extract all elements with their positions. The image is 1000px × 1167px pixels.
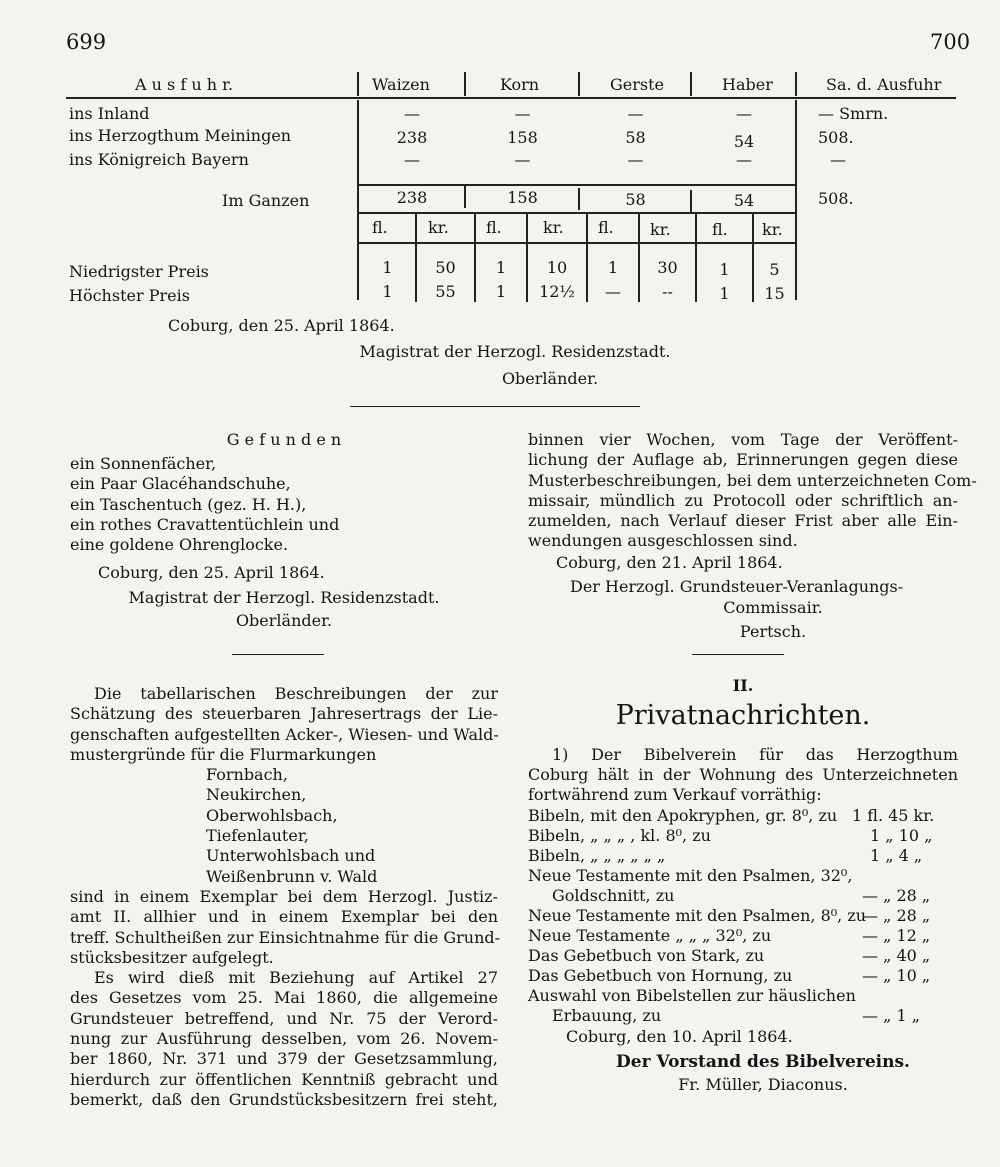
- cell: —: [514, 104, 531, 123]
- place-name: Oberwohlsbach,: [206, 805, 338, 825]
- header-waizen: Waizen: [372, 75, 430, 94]
- price-value: — „ 28 „: [862, 886, 931, 905]
- cell: 54: [733, 191, 755, 210]
- page-number-right: 700: [930, 30, 971, 54]
- tabellen-authority: Der Herzogl. Grundsteuer-Veranlagungs-: [570, 577, 904, 596]
- place-name: Weißenbrunn v. Wald: [206, 866, 378, 886]
- place-name: Neukirchen,: [206, 785, 307, 805]
- cell: 238: [396, 188, 428, 207]
- price-item: Das Gebetbuch von Stark, zu: [528, 946, 765, 965]
- privat-authority: Der Vorstand des Bibelvereins.: [616, 1052, 910, 1072]
- gefunden-title: G e f u n d e n: [226, 430, 342, 449]
- section-divider: [692, 654, 784, 655]
- text-line: lichung der Auflage ab, Erinnerungen gegen diese: [528, 450, 958, 470]
- gefunden-authority: Magistrat der Herzogl. Residenzstadt.: [128, 588, 440, 607]
- price-cell: --: [662, 282, 673, 301]
- price-cell: 30: [657, 258, 678, 277]
- text-line: ber 1860, Nr. 371 und 379 der Gesetzsammlung,: [70, 1049, 498, 1069]
- price-value: — „ 40 „: [862, 946, 931, 965]
- section-divider: [232, 654, 324, 655]
- price-value: — „ 12 „: [862, 926, 931, 945]
- text-line: binnen vier Wochen, vom Tage der Veröffent-: [528, 430, 958, 449]
- text-line: mustergründe für die Flurmarkungen: [70, 744, 377, 764]
- price-value: — „ 1 „: [862, 1006, 921, 1025]
- cell: 58: [625, 128, 646, 147]
- price-item: Auswahl von Bibelstellen zur häuslichen: [528, 986, 856, 1005]
- unit-kr: kr.: [543, 218, 564, 237]
- gefunden-signature: Oberländer.: [235, 611, 333, 630]
- gefunden-date: Coburg, den 25. April 1864.: [98, 563, 325, 582]
- unit-fl: fl.: [486, 218, 502, 237]
- text-line: hierdurch zur öffentlichen Kenntniß gebracht und: [70, 1069, 498, 1089]
- table-authority: Magistrat der Herzogl. Residenzstadt.: [359, 342, 671, 361]
- cell: —: [830, 150, 846, 169]
- found-item: ein Paar Glacéhandschuhe,: [70, 474, 291, 494]
- tabellen-notice: [70, 684, 501, 1110]
- place-name: Unterwohlsbach und: [206, 846, 376, 866]
- price-item: Goldschnitt, zu: [552, 886, 675, 905]
- text-line: Die tabellarischen Beschreibungen der zur: [94, 684, 498, 703]
- cell: — Smrn.: [818, 104, 889, 123]
- price-item: Bibeln, „ „ „ „ „ „: [528, 846, 666, 865]
- table-signature: Oberländer.: [501, 369, 599, 388]
- cell: —: [736, 150, 752, 169]
- found-item: ein Sonnenfächer,: [70, 454, 217, 473]
- cell: —: [404, 150, 420, 169]
- text-line: treff. Schultheißen zur Einsichtnahme für die Grund-: [70, 927, 501, 947]
- price-item: Erbauung, zu: [552, 1006, 662, 1025]
- price-cell: 15: [764, 284, 785, 303]
- col-divider: [690, 190, 692, 212]
- cell: 508.: [818, 189, 854, 208]
- table-date: Coburg, den 25. April 1864.: [168, 316, 395, 335]
- cell: —: [627, 150, 644, 169]
- privat-intro: [528, 745, 958, 804]
- price-cell: 1: [382, 258, 393, 277]
- price-item: Neue Testamente „ „ „ 32⁰, zu: [528, 926, 772, 945]
- page-number-left: 699: [66, 30, 107, 54]
- price-item: Das Gebetbuch von Hornung, zu: [528, 966, 793, 985]
- text-line: sind in einem Exemplar bei dem Herzogl. Justiz-: [70, 886, 498, 906]
- price-row-label: Niedrigster Preis: [69, 262, 209, 281]
- privat-signature: Fr. Müller, Diaconus.: [678, 1075, 848, 1094]
- found-item: ein rothes Cravattentüchlein und: [70, 514, 340, 534]
- unit-rule: [359, 242, 795, 244]
- found-item: eine goldene Ohrenglocke.: [70, 535, 289, 555]
- header-haber: Haber: [722, 75, 773, 94]
- price-item: Neue Testamente mit den Psalmen, 32⁰,: [528, 866, 853, 885]
- price-cell: 1: [382, 282, 393, 301]
- price-item: Neue Testamente mit den Psalmen, 8⁰, zu: [528, 906, 867, 925]
- price-item: Bibeln, „ „ „ , kl. 8⁰, zu: [528, 826, 711, 845]
- price-row-label: Höchster Preis: [69, 286, 190, 305]
- cell: 54: [733, 132, 755, 151]
- unit-fl: fl.: [712, 220, 728, 239]
- text-line: zumelden, nach Verlauf dieser Frist aber alle Ein-: [528, 511, 958, 531]
- cell: —: [736, 104, 752, 123]
- price-cell: 5: [769, 260, 780, 279]
- col-divider: [357, 72, 359, 96]
- place-name: Tiefenlauter,: [206, 826, 309, 846]
- text-line: bemerkt, daß den Grundstücksbesitzern frei steht,: [70, 1089, 498, 1109]
- col-divider: [464, 72, 466, 96]
- price-item: Bibeln, mit den Apokryphen, gr. 8⁰, zu: [528, 806, 838, 825]
- cell: 158: [507, 188, 538, 207]
- cell: 238: [396, 128, 428, 147]
- price-cell: 1: [607, 258, 619, 277]
- cell: —: [404, 104, 420, 123]
- price-value: 1 „ 10 „: [870, 826, 933, 845]
- cell: 508.: [818, 128, 854, 147]
- text-line: genschaften aufgestellten Acker-, Wiesen- und Wald-: [70, 724, 499, 744]
- text-line: fortwährend zum Verkauf vorräthig:: [528, 784, 822, 804]
- text-line: Coburg hält in der Wohnung des Unterzeichneten: [528, 764, 958, 784]
- col-divider: [578, 72, 580, 96]
- section-divider: [350, 406, 640, 407]
- cell: —: [514, 150, 531, 169]
- col-divider: [357, 100, 359, 300]
- text-line: nung zur Ausführung desselben, vom 26. Novem-: [70, 1029, 498, 1049]
- text-line: des Gesetzes vom 25. Mai 1860, die allgemeine: [70, 988, 498, 1008]
- unit-kr: kr.: [762, 220, 783, 239]
- tabellen-continuation: [528, 430, 977, 552]
- text-line: missair, mündlich zu Protocoll oder schriftlich an-: [528, 490, 958, 510]
- cell: 58: [625, 190, 646, 209]
- section-title: Privatnachrichten.: [615, 700, 871, 731]
- unit-kr: kr.: [428, 218, 449, 237]
- price-cell: 12½: [539, 282, 575, 301]
- text-line: 1) Der Bibelverein für das Herzogthum: [552, 745, 958, 764]
- price-cell: 55: [435, 282, 456, 301]
- header-rule: [66, 97, 956, 99]
- unit-fl: fl.: [372, 218, 388, 237]
- price-cell: 1: [719, 284, 730, 303]
- col-divider: [795, 100, 797, 300]
- text-line: stücksbesitzer aufgelegt.: [70, 947, 274, 967]
- text-line: wendungen ausgeschlossen sind.: [528, 531, 798, 551]
- tabellen-signature: Pertsch.: [739, 622, 807, 641]
- header-korn: Korn: [500, 75, 540, 94]
- text-line: Musterbeschreibungen, bei dem unterzeichneten Com-: [528, 470, 977, 490]
- text-line: Grundsteuer betreffend, und Nr. 75 der Verord-: [70, 1008, 498, 1028]
- section-number: II.: [732, 676, 754, 695]
- tabellen-authority-2: Commissair.: [723, 598, 823, 617]
- header-ausfuhr: A u s f u h r.: [135, 75, 234, 94]
- cell: —: [627, 104, 644, 123]
- unit-kr: kr.: [650, 220, 671, 239]
- privat-date: Coburg, den 10. April 1864.: [566, 1027, 793, 1046]
- total-rule-top: [359, 184, 795, 186]
- row-label: ins Inland: [69, 104, 150, 123]
- row-label: ins Herzogthum Meiningen: [69, 126, 292, 145]
- price-cell: 1: [495, 282, 507, 301]
- col-divider: [690, 72, 692, 96]
- place-name: Fornbach,: [206, 765, 288, 785]
- text-line: Schätzung des steuerbaren Jahresertrags der Lie-: [70, 704, 498, 724]
- price-value: — „ 10 „: [862, 966, 931, 985]
- header-gerste: Gerste: [610, 75, 665, 94]
- price-value: 1 „ 4 „: [870, 846, 923, 865]
- price-cell: 1: [495, 258, 507, 277]
- total-label: Im Ganzen: [222, 191, 310, 210]
- header-summa: Sa. d. Ausfuhr: [826, 75, 942, 94]
- total-rule-bottom: [359, 212, 795, 214]
- text-line: amt II. allhier und in einem Exemplar bei den: [70, 907, 498, 927]
- tabellen-date: Coburg, den 21. April 1864.: [556, 553, 783, 572]
- col-divider: [578, 188, 580, 210]
- found-item: ein Taschentuch (gez. H. H.),: [70, 494, 307, 514]
- price-value: 1 fl. 45 kr.: [852, 806, 935, 825]
- price-cell: 10: [546, 258, 568, 277]
- cell: 158: [507, 128, 538, 147]
- price-cell: —: [605, 282, 621, 301]
- unit-fl: fl.: [598, 218, 614, 237]
- gefunden-items: [70, 454, 498, 555]
- col-divider: [795, 72, 797, 96]
- price-value: — „ 28 „: [862, 906, 931, 925]
- row-label: ins Königreich Bayern: [69, 150, 249, 169]
- price-cell: 1: [719, 260, 730, 279]
- text-line: Es wird dieß mit Beziehung auf Artikel 27: [94, 968, 498, 988]
- col-divider: [464, 186, 466, 208]
- price-cell: 50: [435, 258, 456, 277]
